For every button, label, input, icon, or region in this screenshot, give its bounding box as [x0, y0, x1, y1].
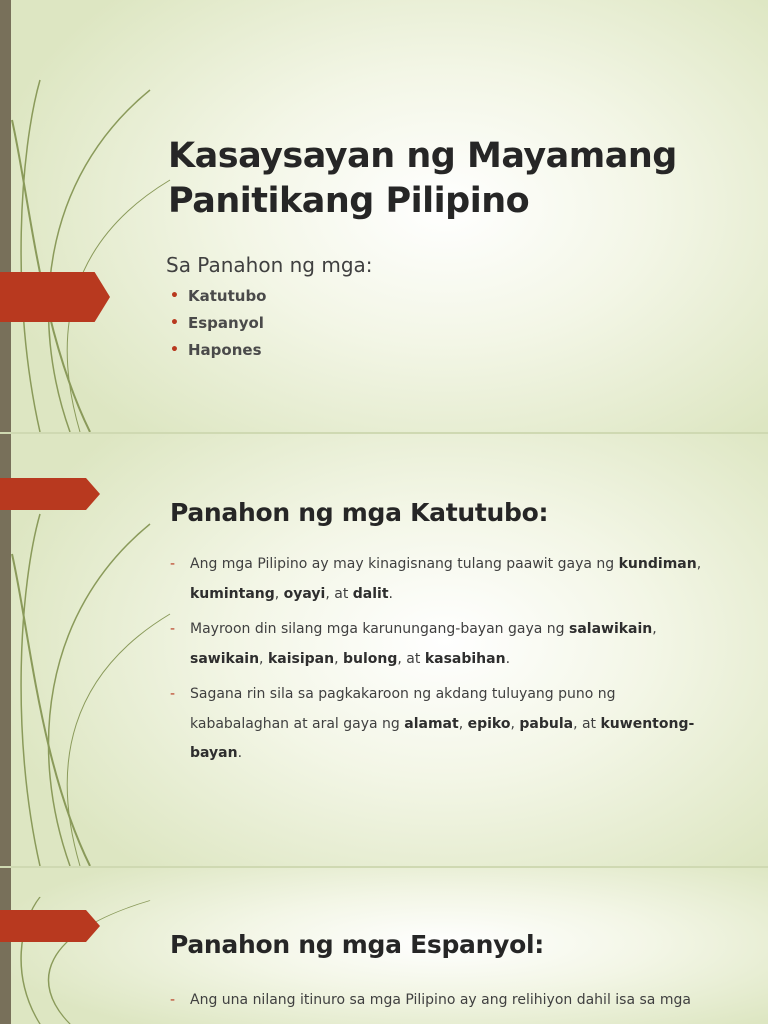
text-run: , — [510, 715, 520, 732]
emphasized-term: kaisipan — [267, 650, 335, 667]
text-run: , — [652, 621, 657, 637]
era-list — [170, 286, 267, 367]
text-run: . — [505, 650, 511, 667]
slide-subtitle: Sa Panahon ng mga: — [166, 253, 373, 277]
emphasized-term: epiko — [467, 715, 511, 732]
chevron-marker — [0, 272, 110, 322]
text-run: , at — [573, 715, 601, 732]
list-item — [170, 550, 715, 609]
list-item: • Katutubo — [170, 286, 267, 313]
text-run: , at — [325, 585, 353, 602]
text-run: , — [696, 556, 702, 572]
list-item: • Espanyol — [170, 313, 267, 340]
slide-heading: Panahon ng mga Katutubo: — [170, 498, 549, 527]
text-run: Ang una nilang itinuro sa mga Pilipino ay ang relihiyon dahil isa sa mga — [190, 992, 691, 1008]
slide-title-heading: Kasaysayan ng Mayamang Panitikang Pilipino — [168, 136, 677, 221]
emphasized-term: bulong — [342, 650, 398, 667]
text-run: , at — [397, 650, 425, 667]
text-run: . — [388, 585, 393, 602]
slide-title — [0, 0, 768, 432]
emphasized-term: kumintang — [190, 585, 275, 602]
list-item — [170, 986, 715, 1016]
emphasized-term: salawikain — [568, 621, 653, 637]
text-run: Sagana rin sila sa pagkakaroon ng akdang tuluyang puno ng kababalaghan at aral gaya ng — [190, 686, 616, 732]
list-item — [170, 615, 715, 674]
chevron-marker — [0, 910, 100, 942]
content-list — [170, 986, 715, 1022]
text-run: . — [237, 745, 243, 761]
text-run: , — [458, 715, 468, 732]
slide-heading: Panahon ng mga Espanyol: — [170, 930, 544, 959]
slide-katutubo — [0, 434, 768, 866]
emphasized-term: kasabihan — [424, 650, 506, 667]
slide-espanyol — [0, 868, 768, 1024]
emphasized-term: sawikain — [190, 650, 260, 667]
emphasized-term: dalit — [352, 585, 389, 602]
text-run: , — [259, 650, 268, 667]
emphasized-term: pabula — [519, 715, 574, 732]
emphasized-term: kuwentong-bayan — [190, 715, 695, 761]
list-item: • Hapones — [170, 340, 267, 367]
content-list — [170, 550, 715, 775]
emphasized-term: kundiman — [618, 556, 697, 572]
text-run: , — [274, 585, 284, 602]
emphasized-term: alamat — [404, 715, 459, 732]
text-run: Mayroon din silang mga karunungang-bayan gaya ng — [190, 621, 569, 637]
chevron-marker — [0, 478, 100, 510]
list-item — [170, 680, 715, 769]
emphasized-term: oyayi — [283, 585, 326, 602]
text-run: Ang mga Pilipino ay may kinagisnang tulang paawit gaya ng — [190, 556, 619, 572]
text-run: , — [334, 650, 343, 667]
